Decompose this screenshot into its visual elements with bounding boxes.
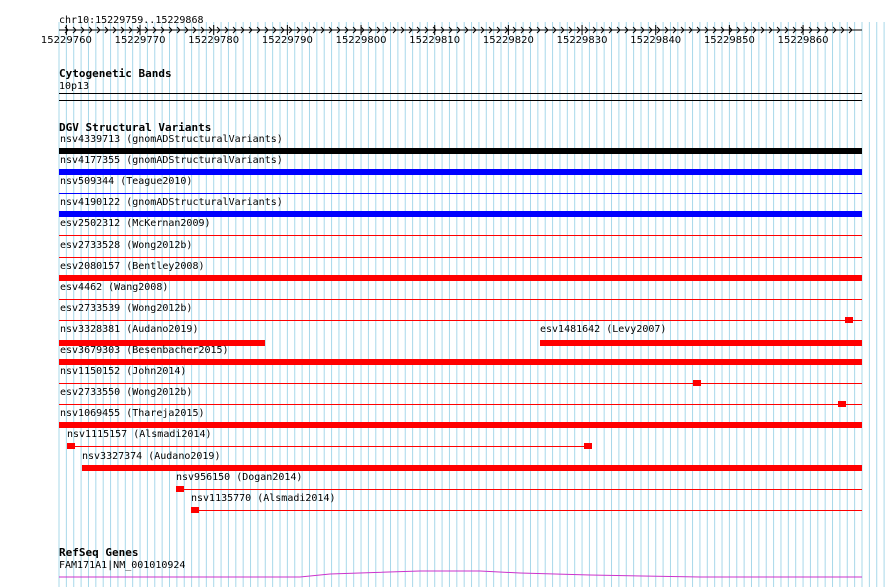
dgv-feature-label[interactable]: esv2733539 (Wong2012b)	[60, 302, 193, 314]
dgv-feature-label[interactable]: nsv4190122 (gnomADStructuralVariants)	[60, 197, 283, 209]
ruler-tick-label: 15229810	[409, 35, 461, 46]
cytoband-track-title: Cytogenetic Bands	[59, 67, 172, 80]
dgv-feature-bar[interactable]	[82, 465, 862, 471]
dgv-feature-line[interactable]	[191, 510, 862, 511]
dgv-feature-bar[interactable]	[59, 422, 862, 428]
ruler-tick-label: 15229840	[630, 35, 682, 46]
dgv-feature-line[interactable]	[59, 193, 862, 194]
dgv-feature-label[interactable]: nsv1150152 (John2014)	[60, 366, 187, 378]
dgv-feature-label[interactable]: esv4462 (Wang2008)	[60, 281, 169, 293]
dgv-feature-block[interactable]	[838, 401, 846, 407]
dgv-track-title: DGV Structural Variants	[59, 121, 212, 134]
ruler-tick-label: 15229800	[335, 35, 387, 46]
dgv-feature-label[interactable]: nsv3328381 (Audano2019)	[60, 323, 199, 335]
location-label: chr10:15229759..15229868	[59, 15, 204, 26]
cytoband-bar[interactable]	[59, 93, 862, 94]
dgv-feature-bar[interactable]	[59, 275, 862, 281]
dgv-feature-line[interactable]	[59, 257, 862, 258]
dgv-feature-line[interactable]	[59, 320, 862, 321]
dgv-feature-block[interactable]	[67, 443, 75, 449]
ruler-tick-label: 15229860	[777, 35, 829, 46]
dgv-feature-bar[interactable]	[59, 148, 862, 154]
dgv-feature-bar[interactable]	[59, 211, 862, 217]
track-separator	[59, 100, 862, 101]
refseq-gene-label[interactable]: FAM171A1|NM_001010924	[59, 560, 186, 571]
dgv-feature-label[interactable]: nsv4177355 (gnomADStructuralVariants)	[60, 155, 283, 167]
dgv-feature-label[interactable]: nsv4339713 (gnomADStructuralVariants)	[60, 134, 283, 145]
dgv-feature-label[interactable]: esv3679303 (Besenbacher2015)	[60, 345, 229, 356]
dgv-feature-label[interactable]: nsv1115157 (Alsmadi2014)	[67, 429, 212, 441]
dgv-feature-block[interactable]	[845, 317, 853, 323]
dgv-feature-label[interactable]: esv2733528 (Wong2012b)	[60, 239, 193, 251]
dgv-feature-label[interactable]: esv2080157 (Bentley2008)	[60, 260, 205, 272]
dgv-feature-line[interactable]	[59, 299, 862, 300]
dgv-feature-block[interactable]	[584, 443, 592, 449]
dgv-feature-bar[interactable]	[59, 169, 862, 175]
dgv-feature-bar[interactable]	[59, 359, 862, 365]
ruler-tick-label: 15229760	[40, 35, 92, 46]
dgv-feature-label[interactable]: esv2733550 (Wong2012b)	[60, 387, 193, 399]
dgv-feature-label[interactable]: nsv1135770 (Alsmadi2014)	[191, 492, 336, 504]
dgv-feature-block[interactable]	[693, 380, 701, 386]
ruler-tick-label: 15229820	[482, 35, 534, 46]
dgv-feature-line[interactable]	[59, 235, 862, 236]
refseq-gene-model[interactable]	[0, 566, 890, 578]
dgv-feature-line[interactable]	[68, 446, 592, 447]
ruler-tick-label: 15229770	[114, 35, 166, 46]
dgv-feature-line[interactable]	[59, 383, 862, 384]
dgv-feature-bar[interactable]	[540, 340, 862, 346]
ruler-tick-label: 15229830	[556, 35, 608, 46]
ruler-tick-label: 15229790	[261, 35, 313, 46]
dgv-feature-line[interactable]	[176, 489, 862, 490]
dgv-feature-block[interactable]	[176, 486, 184, 492]
dgv-feature-label[interactable]: nsv3327374 (Audano2019)	[82, 450, 221, 462]
dgv-feature-label[interactable]: esv1481642 (Levy2007)	[540, 323, 667, 335]
cytoband-label[interactable]: 10p13	[59, 81, 90, 92]
dgv-feature-label[interactable]: nsv1069455 (Thareja2015)	[60, 408, 205, 420]
ruler-tick-label: 15229850	[703, 35, 755, 46]
dgv-feature-label[interactable]: esv2502312 (McKernan2009)	[60, 218, 211, 230]
dgv-feature-label[interactable]: nsv956150 (Dogan2014)	[176, 471, 303, 483]
dgv-feature-line[interactable]	[59, 404, 862, 405]
dgv-feature-block[interactable]	[191, 507, 199, 513]
refseq-track-title: RefSeq Genes	[59, 546, 139, 559]
ruler-tick-label: 15229780	[188, 35, 240, 46]
dgv-feature-label[interactable]: nsv509344 (Teague2010)	[60, 176, 193, 188]
